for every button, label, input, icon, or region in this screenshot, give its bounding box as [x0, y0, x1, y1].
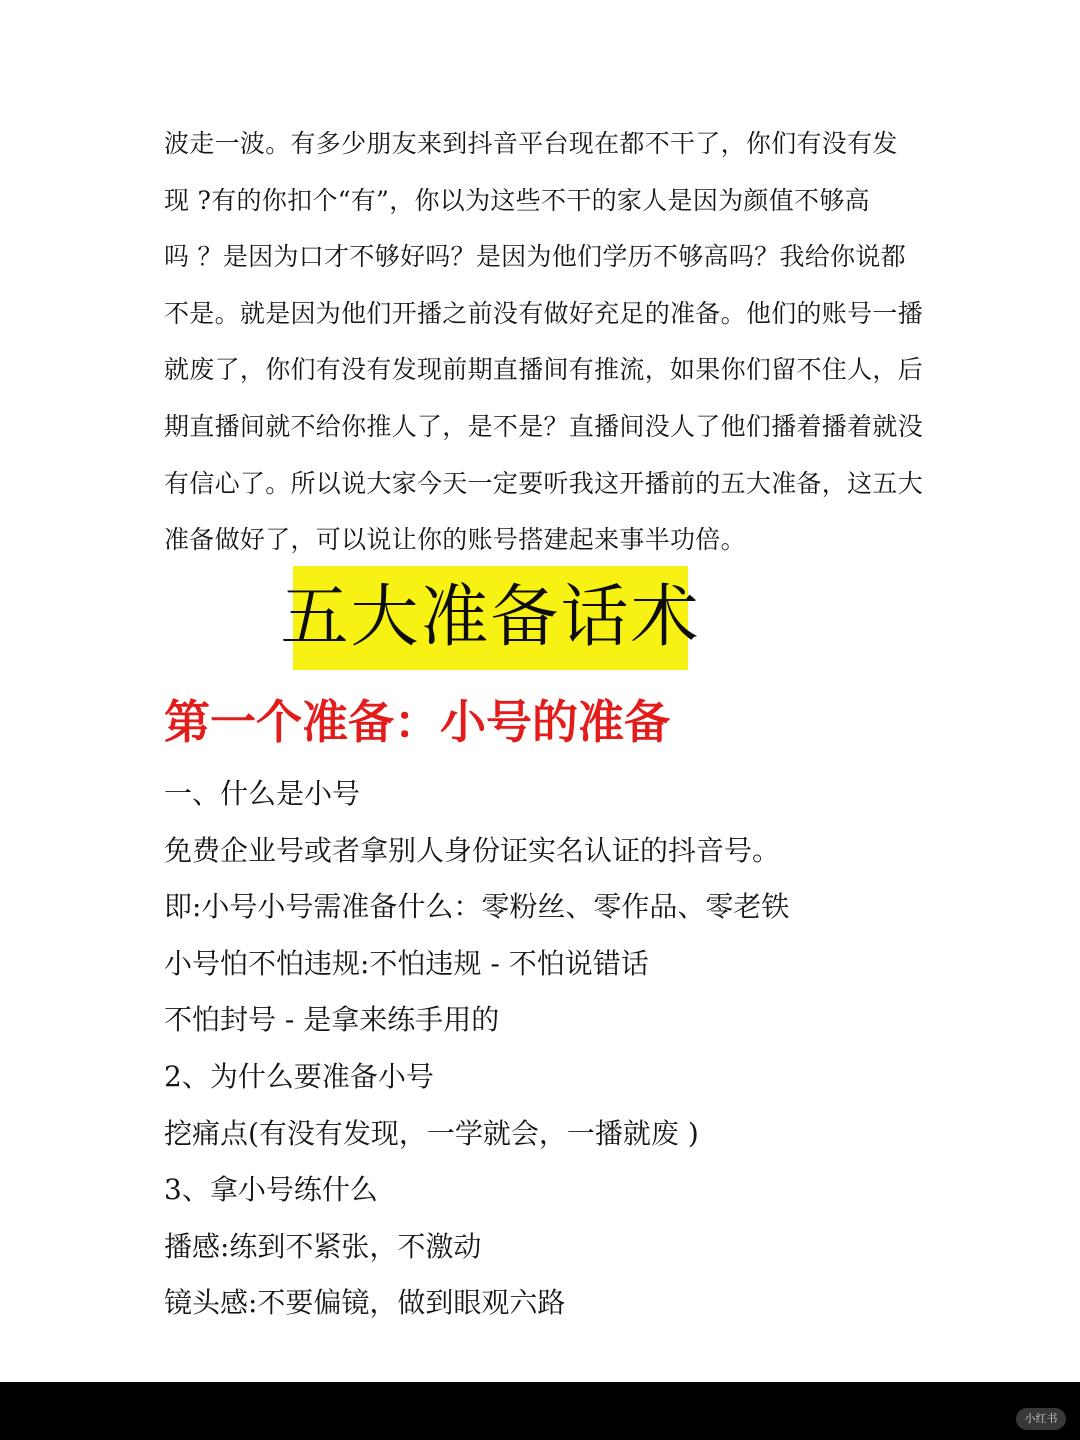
- body-line: 即:小号小号需准备什么：零粉丝、零作品、零老铁: [164, 890, 790, 924]
- intro-line: 波走一波。有多少朋友来到抖音平台现在都不干了，你们有没有发: [164, 129, 898, 158]
- intro-line: 有信心了。所以说大家今天一定要听我这开播前的五大准备，这五大: [164, 468, 924, 498]
- body-line: 不怕封号 - 是拿来练手用的: [164, 1003, 500, 1037]
- body-line: 2、为什么要准备小号: [164, 1059, 434, 1093]
- intro-line: 准备做好了，可以说让你的账号搭建起来事半功倍。: [164, 525, 746, 555]
- intro-line: 不是。就是因为他们开播之前没有做好充足的准备。他们的账号一播: [164, 298, 924, 328]
- body-line: 一、什么是小号: [164, 777, 361, 810]
- title-banner: [280, 566, 701, 670]
- body-line: 免费企业号或者拿别人身份证实名认证的抖音号。: [164, 833, 781, 867]
- section-body: [164, 766, 924, 1332]
- body-line: 镜头感:不要偏镜，做到眼观六路: [164, 1286, 566, 1320]
- intro-line: 现 ?有的你扣个“有”，你以为这些不干的家人是因为颜值不够高: [164, 185, 870, 215]
- section-heading: 第一个准备：小号的准备: [164, 695, 670, 749]
- body-line: 播感:练到不紧张，不激动: [164, 1229, 482, 1263]
- body-line: 3、拿小号练什么: [164, 1173, 378, 1207]
- intro-line: 就废了，你们有没有发现前期直播间有推流，如果你们留不住人，后: [164, 355, 924, 385]
- intro-paragraph: [164, 116, 924, 569]
- body-line: 挖痛点(有没有发现，一学就会，一播就废 ): [164, 1116, 699, 1150]
- banner-title: 五大准备话术: [280, 578, 701, 657]
- intro-line: 吗 ？是因为口才不够好吗？是因为他们学历不够高吗？我给你说都: [164, 242, 906, 272]
- intro-line: 期直播间就不给你推人了，是不是？直播间没人了他们播着播着就没: [164, 411, 924, 441]
- bottom-bar: [0, 1382, 1080, 1440]
- body-line: 小号怕不怕违规:不怕违规 - 不怕说错话: [164, 946, 649, 980]
- watermark-badge: 小红书: [1016, 1408, 1066, 1430]
